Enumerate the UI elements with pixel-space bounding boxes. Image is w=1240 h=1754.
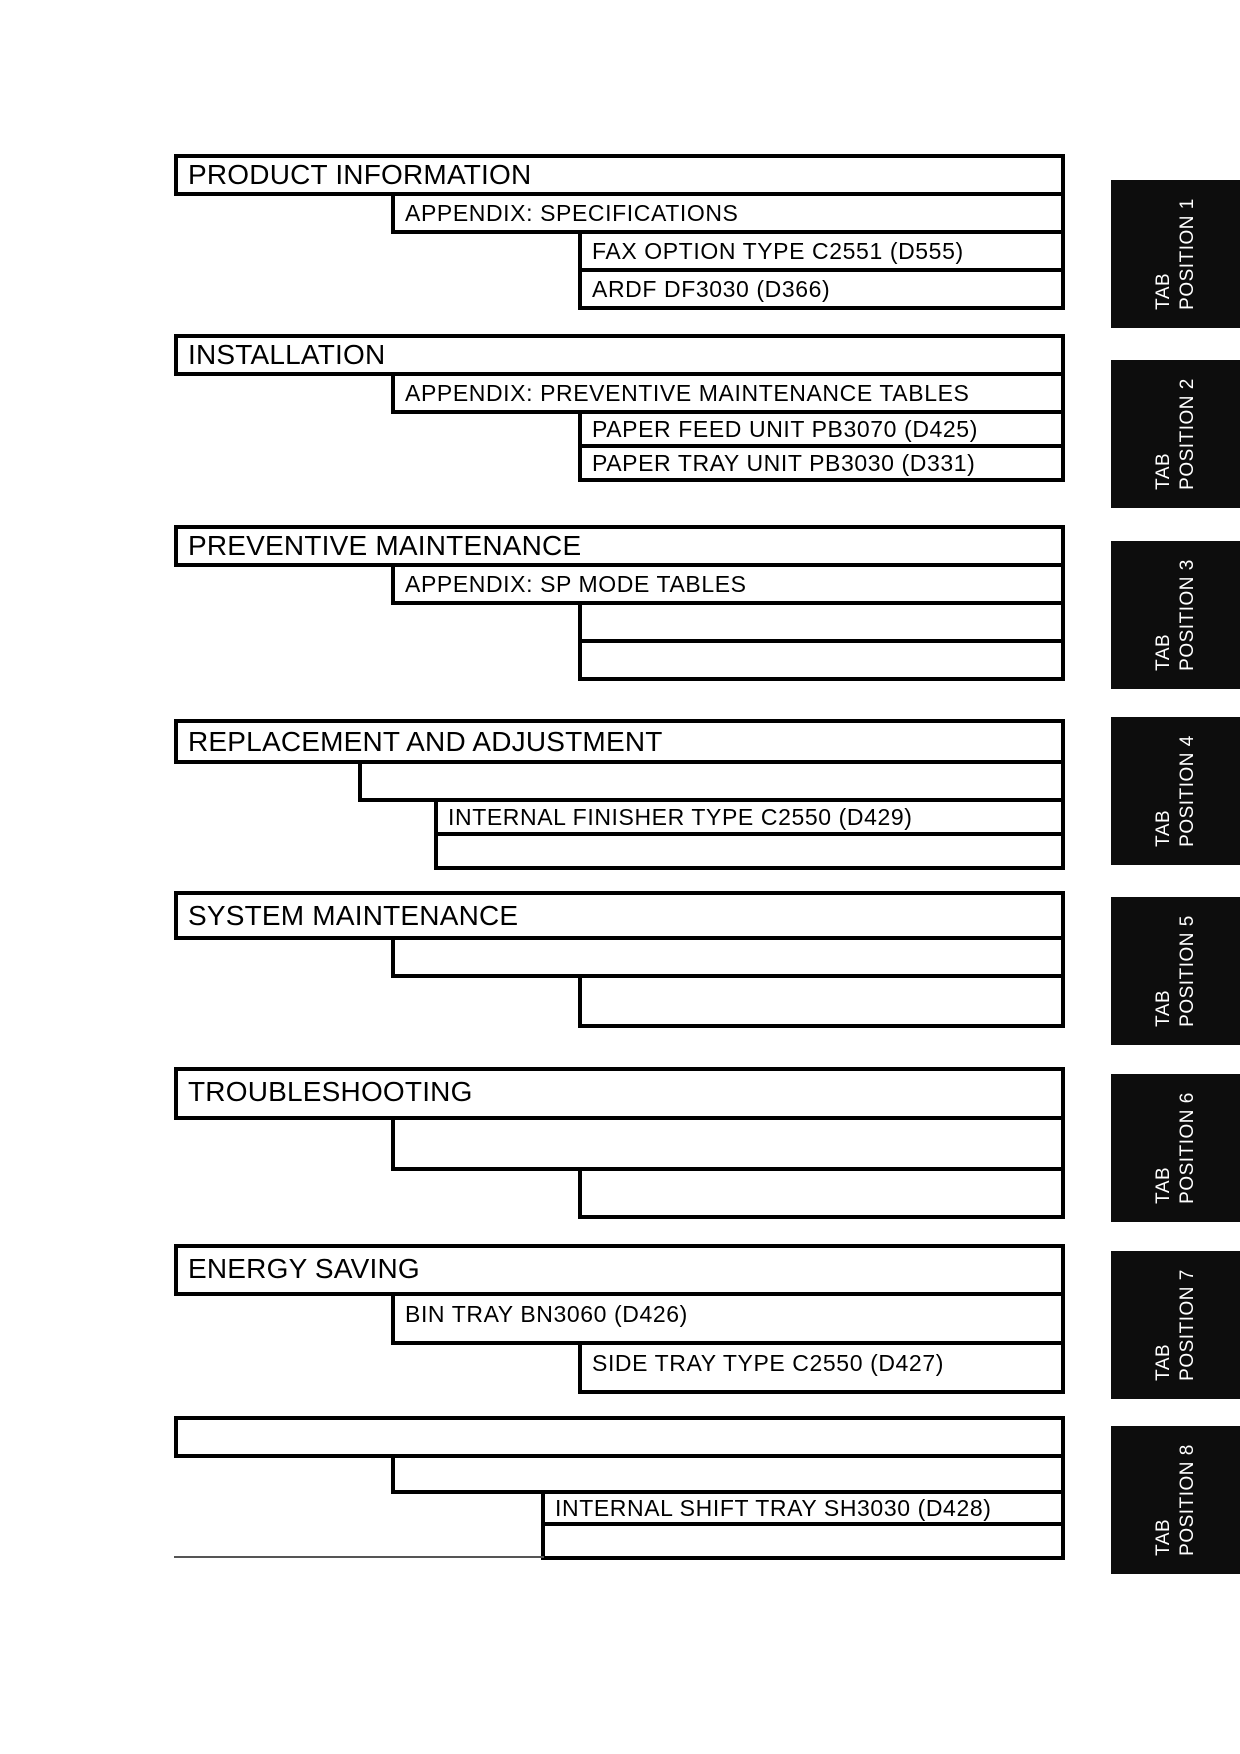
tab-4-label: TAB POSITION 4 [1152, 735, 1198, 847]
section-8-title[interactable] [174, 1416, 1065, 1458]
section-2-sub-3[interactable]: PAPER TRAY UNIT PB3030 (D331) [578, 444, 1065, 482]
section-1-sub-1[interactable]: APPENDIX: SPECIFICATIONS [391, 192, 1065, 234]
section-4-sub-2[interactable]: INTERNAL FINISHER TYPE C2550 (D429) [434, 798, 1065, 836]
section-3-sub-3[interactable] [578, 639, 1065, 681]
section-2-title[interactable]: INSTALLATION [174, 334, 1065, 376]
section-3-title[interactable]: PREVENTIVE MAINTENANCE [174, 525, 1065, 567]
section-7-sub-2[interactable]: SIDE TRAY TYPE C2550 (D427) [578, 1341, 1065, 1394]
section-6-title[interactable]: TROUBLESHOOTING [174, 1067, 1065, 1120]
section-3-sub-1[interactable]: APPENDIX: SP MODE TABLES [391, 563, 1065, 605]
tab-position-8[interactable] [1111, 1426, 1240, 1574]
section-5-title[interactable]: SYSTEM MAINTENANCE [174, 891, 1065, 940]
tab-position-6[interactable] [1111, 1074, 1240, 1222]
section-4-title[interactable]: REPLACEMENT AND ADJUSTMENT [174, 719, 1065, 764]
section-5-sub-2[interactable] [578, 974, 1065, 1028]
tab-position-4[interactable] [1111, 717, 1240, 865]
tab-3-label: TAB POSITION 3 [1152, 559, 1198, 671]
section-3-sub-2[interactable] [578, 601, 1065, 643]
section-5-sub-1[interactable] [391, 936, 1065, 978]
section-7-title[interactable]: ENERGY SAVING [174, 1244, 1065, 1296]
section-8-sub-3[interactable] [541, 1522, 1065, 1560]
section-1-sub-3[interactable]: ARDF DF3030 (D366) [578, 268, 1065, 310]
tab-2-label: TAB POSITION 2 [1152, 378, 1198, 490]
section-6-sub-2[interactable] [578, 1167, 1065, 1219]
tab-7-label: TAB POSITION 7 [1152, 1269, 1198, 1381]
section-2-sub-1[interactable]: APPENDIX: PREVENTIVE MAINTENANCE TABLES [391, 372, 1065, 414]
tab-position-5[interactable] [1111, 897, 1240, 1045]
tab-1-label: TAB POSITION 1 [1152, 198, 1198, 310]
section-4-sub-3[interactable] [434, 832, 1065, 870]
section-7-sub-1[interactable]: BIN TRAY BN3060 (D426) [391, 1292, 1065, 1345]
tab-position-2[interactable] [1111, 360, 1240, 508]
tab-position-7[interactable] [1111, 1251, 1240, 1399]
section-2-sub-2[interactable]: PAPER FEED UNIT PB3070 (D425) [578, 410, 1065, 448]
section-8-sub-2[interactable]: INTERNAL SHIFT TRAY SH3030 (D428) [541, 1490, 1065, 1526]
section-6-sub-1[interactable] [391, 1116, 1065, 1171]
tab-position-3[interactable] [1111, 541, 1240, 689]
section-1-title[interactable]: PRODUCT INFORMATION [174, 154, 1065, 196]
tab-position-1[interactable] [1111, 180, 1240, 328]
section-4-sub-1[interactable] [358, 760, 1065, 802]
section-1-sub-2[interactable]: FAX OPTION TYPE C2551 (D555) [578, 230, 1065, 272]
tab-8-label: TAB POSITION 8 [1152, 1444, 1198, 1556]
section-8-baseline [174, 1556, 544, 1558]
section-8-sub-1[interactable] [391, 1454, 1065, 1494]
tab-6-label: TAB POSITION 6 [1152, 1092, 1198, 1204]
tab-5-label: TAB POSITION 5 [1152, 915, 1198, 1027]
